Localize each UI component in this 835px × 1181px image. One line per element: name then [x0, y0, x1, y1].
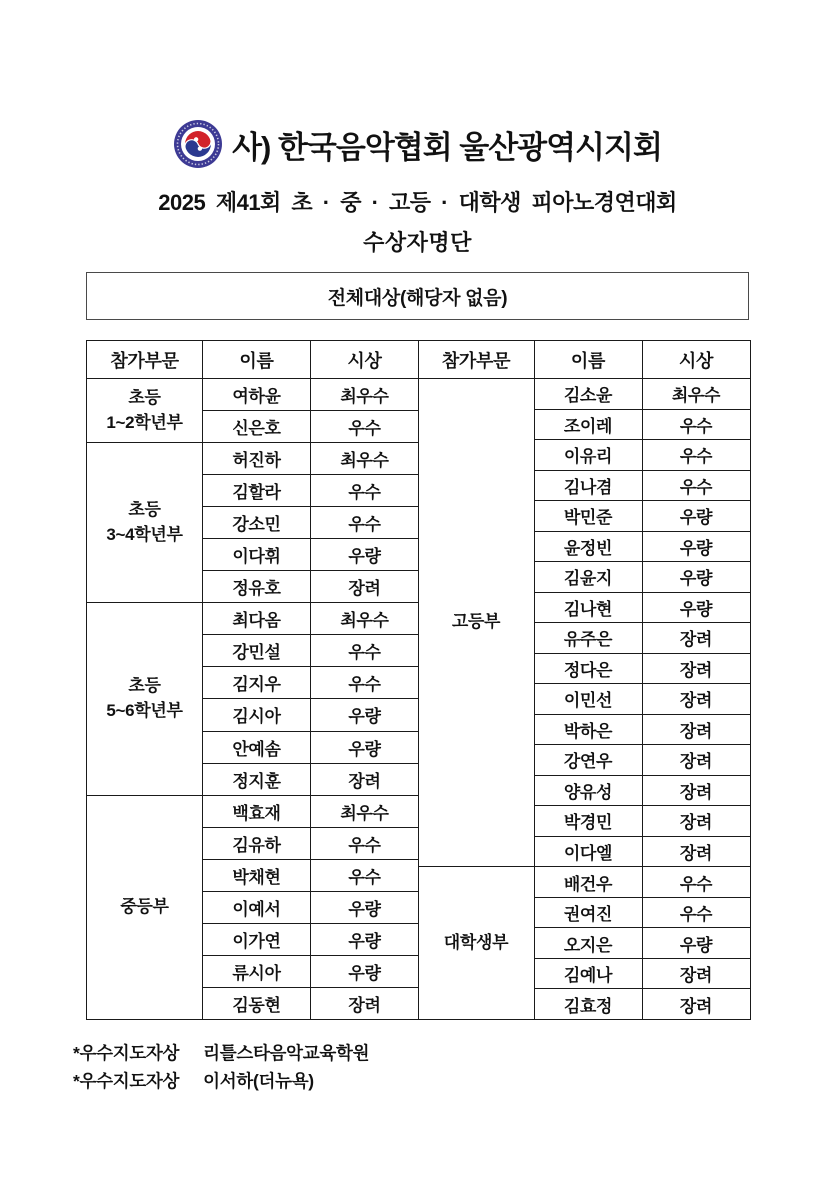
- footnote-label: *우수지도자상: [73, 1043, 180, 1063]
- award-cell: 장려: [642, 989, 750, 1020]
- category-line: 고등부: [451, 612, 501, 632]
- award-cell: 우량: [642, 501, 750, 532]
- winner-row: [87, 795, 419, 827]
- winner-name-cell: 이가연: [203, 923, 311, 955]
- award-cell: 장려: [642, 958, 750, 989]
- winner-name-cell: 이다엘: [534, 836, 642, 867]
- header-row: [418, 341, 750, 379]
- winner-name-cell: 최다옴: [203, 603, 311, 635]
- winner-name-cell: 정다은: [534, 653, 642, 684]
- winner-name-cell: 오지은: [534, 928, 642, 959]
- award-cell: 우수: [311, 635, 419, 667]
- award-cell: 우량: [642, 928, 750, 959]
- col-header-award: 시상: [311, 341, 419, 379]
- category-line: 중등부: [120, 896, 169, 916]
- award-cell: 최우수: [311, 379, 419, 411]
- award-cell: 최우수: [642, 379, 750, 410]
- award-cell: 우량: [642, 531, 750, 562]
- winner-name-cell: 김시아: [203, 699, 311, 731]
- winner-name-cell: 허진하: [203, 443, 311, 475]
- grand-prize-text: 전체대상(해당자 없음): [327, 287, 508, 309]
- footnote-line: [73, 1067, 835, 1095]
- award-cell: 우수: [311, 411, 419, 443]
- winner-name-cell: 이예서: [203, 891, 311, 923]
- winner-name-cell: 여하윤: [203, 379, 311, 411]
- award-cell: 우량: [311, 699, 419, 731]
- winner-name-cell: 강민설: [203, 635, 311, 667]
- winner-name-cell: 김효정: [534, 989, 642, 1020]
- category-line: 대학생부: [443, 932, 509, 952]
- category-line: 5~6학년부: [106, 700, 183, 720]
- winner-name-cell: 신은호: [203, 411, 311, 443]
- footnote-value: 리틀스타음악교육학원: [203, 1043, 370, 1063]
- award-cell: 장려: [642, 653, 750, 684]
- col-header-award: 시상: [642, 341, 750, 379]
- winner-name-cell: 박하은: [534, 714, 642, 745]
- col-header-category: 참가부문: [87, 341, 203, 379]
- winner-name-cell: 이민선: [534, 684, 642, 715]
- award-cell: 우수: [642, 867, 750, 898]
- col-header-category: 참가부문: [418, 341, 534, 379]
- award-cell: 우수: [642, 897, 750, 928]
- winner-name-cell: 김유하: [203, 827, 311, 859]
- winner-name-cell: 박채현: [203, 859, 311, 891]
- winner-name-cell: 김나현: [534, 592, 642, 623]
- award-cell: 최우수: [311, 603, 419, 635]
- winner-row: [87, 379, 419, 411]
- category-cell: [87, 379, 203, 443]
- competition-title: 2025 제41회 초 · 중 · 고등 · 대학생 피아노경연대회: [158, 190, 677, 215]
- award-cell: 우수: [642, 470, 750, 501]
- winner-row: [418, 379, 750, 410]
- award-cell: 우수: [311, 667, 419, 699]
- award-cell: 최우수: [311, 795, 419, 827]
- award-cell: 우수: [311, 507, 419, 539]
- header-row: [87, 341, 419, 379]
- award-cell: 우량: [311, 923, 419, 955]
- award-cell: 장려: [642, 836, 750, 867]
- org-header: [0, 118, 835, 170]
- winner-name-cell: 김나겸: [534, 470, 642, 501]
- category-line: 초등: [128, 387, 161, 407]
- winners-list-title: 수상자명단: [363, 230, 472, 255]
- winner-name-cell: 안예솜: [203, 731, 311, 763]
- winner-name-cell: 박경민: [534, 806, 642, 837]
- winner-name-cell: 이유리: [534, 440, 642, 471]
- category-line: 초등: [128, 500, 161, 520]
- footnotes: [73, 1039, 835, 1095]
- col-header-name: 이름: [534, 341, 642, 379]
- award-cell: 우수: [311, 827, 419, 859]
- award-cell: 장려: [642, 714, 750, 745]
- award-cell: 우량: [311, 891, 419, 923]
- winner-name-cell: 윤정빈: [534, 531, 642, 562]
- award-cell: 장려: [642, 684, 750, 715]
- winner-name-cell: 김지우: [203, 667, 311, 699]
- award-cell: 최우수: [311, 443, 419, 475]
- category-cell: [418, 867, 534, 1020]
- award-cell: 우수: [311, 475, 419, 507]
- winner-name-cell: 김할라: [203, 475, 311, 507]
- category-line: 초등: [128, 676, 161, 696]
- winner-name-cell: 김윤지: [534, 562, 642, 593]
- footnote-value: 이서하(더뉴욕): [203, 1071, 314, 1091]
- grand-prize-box: [86, 272, 749, 320]
- category-line: 3~4학년부: [106, 524, 183, 544]
- category-line: 1~2학년부: [106, 412, 183, 432]
- award-cell: 우수: [311, 859, 419, 891]
- winner-name-cell: 배건우: [534, 867, 642, 898]
- winner-row: [87, 603, 419, 635]
- winner-name-cell: 김동현: [203, 987, 311, 1019]
- category-cell: [87, 443, 203, 603]
- award-cell: 장려: [642, 775, 750, 806]
- award-cell: 장려: [311, 571, 419, 603]
- winners-table-right: [418, 340, 751, 1020]
- org-emblem-icon: [173, 119, 223, 169]
- winners-table-left: [86, 340, 419, 1020]
- award-cell: 우수: [642, 440, 750, 471]
- org-name: 사) 한국음악협회 울산광역시지회: [232, 129, 662, 165]
- award-cell: 우량: [311, 731, 419, 763]
- winner-name-cell: 권여진: [534, 897, 642, 928]
- award-cell: 우량: [642, 592, 750, 623]
- winner-name-cell: 정지훈: [203, 763, 311, 795]
- winner-name-cell: 이다휘: [203, 539, 311, 571]
- winner-name-cell: 류시아: [203, 955, 311, 987]
- winner-name-cell: 유주은: [534, 623, 642, 654]
- footnote-label: *우수지도자상: [73, 1071, 180, 1091]
- award-cell: 장려: [642, 806, 750, 837]
- winner-name-cell: 강연우: [534, 745, 642, 776]
- winner-name-cell: 조이레: [534, 409, 642, 440]
- category-cell: [87, 603, 203, 795]
- winner-name-cell: 백효재: [203, 795, 311, 827]
- award-cell: 우량: [311, 539, 419, 571]
- award-cell: 장려: [642, 745, 750, 776]
- winner-row: [418, 867, 750, 898]
- winner-name-cell: 김예나: [534, 958, 642, 989]
- category-cell: [87, 795, 203, 1019]
- award-cell: 장려: [311, 987, 419, 1019]
- winner-name-cell: 양유성: [534, 775, 642, 806]
- footnote-line: [73, 1039, 835, 1067]
- award-cell: 우수: [642, 409, 750, 440]
- award-cell: 장려: [311, 763, 419, 795]
- winner-name-cell: 강소민: [203, 507, 311, 539]
- winner-name-cell: 박민준: [534, 501, 642, 532]
- winners-tables: [86, 340, 749, 1020]
- col-header-name: 이름: [203, 341, 311, 379]
- award-cell: 우량: [642, 562, 750, 593]
- winner-name-cell: 정유호: [203, 571, 311, 603]
- category-cell: [418, 379, 534, 867]
- winner-name-cell: 김소윤: [534, 379, 642, 410]
- winner-row: [87, 443, 419, 475]
- award-cell: 장려: [642, 623, 750, 654]
- award-cell: 우량: [311, 955, 419, 987]
